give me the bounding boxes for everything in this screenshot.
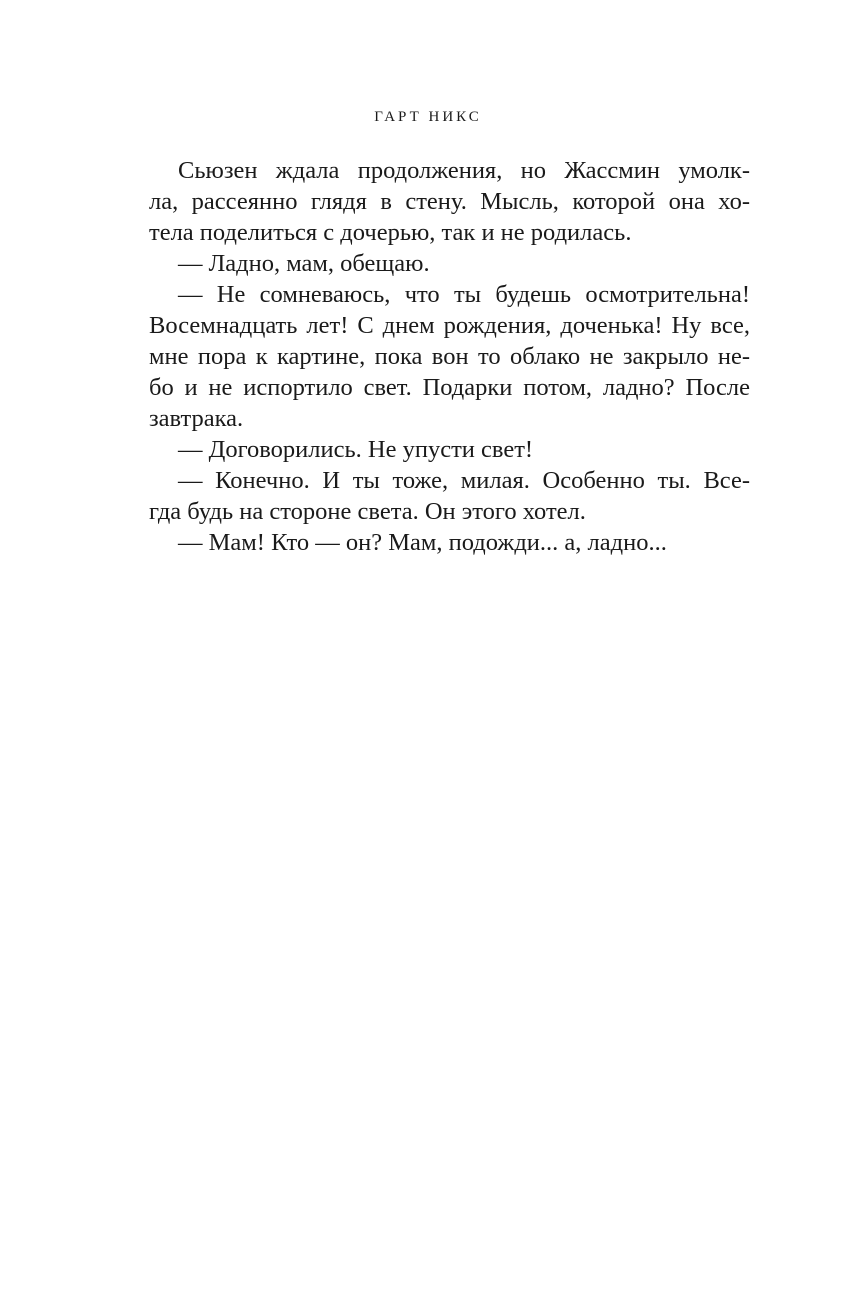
text-line: ла, рассеянно глядя в стену. Мысль, которой она хо- — [149, 188, 750, 215]
text-line: — Договорились. Не упусти свет! — [178, 436, 534, 463]
text-line: Сьюзен ждала продолжения, но Жассмин умолк- — [178, 157, 750, 184]
text-line: гда будь на стороне света. Он этого хотел. — [149, 498, 586, 525]
text-line: — Конечно. И ты тоже, милая. Особенно ты. Все- — [178, 467, 750, 494]
text-line: Восемнадцать лет! С днем рождения, доченька! Ну все, — [149, 312, 750, 339]
text-line: тела поделиться с дочерью, так и не родилась. — [149, 219, 632, 246]
text-line: — Не сомневаюсь, что ты будешь осмотрительна! — [178, 281, 750, 308]
text-line: — Мам! Кто — он? Мам, подожди... а, ладно... — [178, 529, 667, 556]
text-line: мне пора к картине, пока вон то облако не закрыло не- — [149, 343, 750, 370]
text-line: бо и не испортило свет. Подарки потом, ладно? После — [149, 374, 750, 401]
body-text — [149, 155, 750, 558]
text-line: — Ладно, мам, обещаю. — [178, 250, 430, 277]
running-head: ГАРТ НИКС — [374, 109, 482, 125]
text-line: завтрака. — [149, 405, 244, 432]
